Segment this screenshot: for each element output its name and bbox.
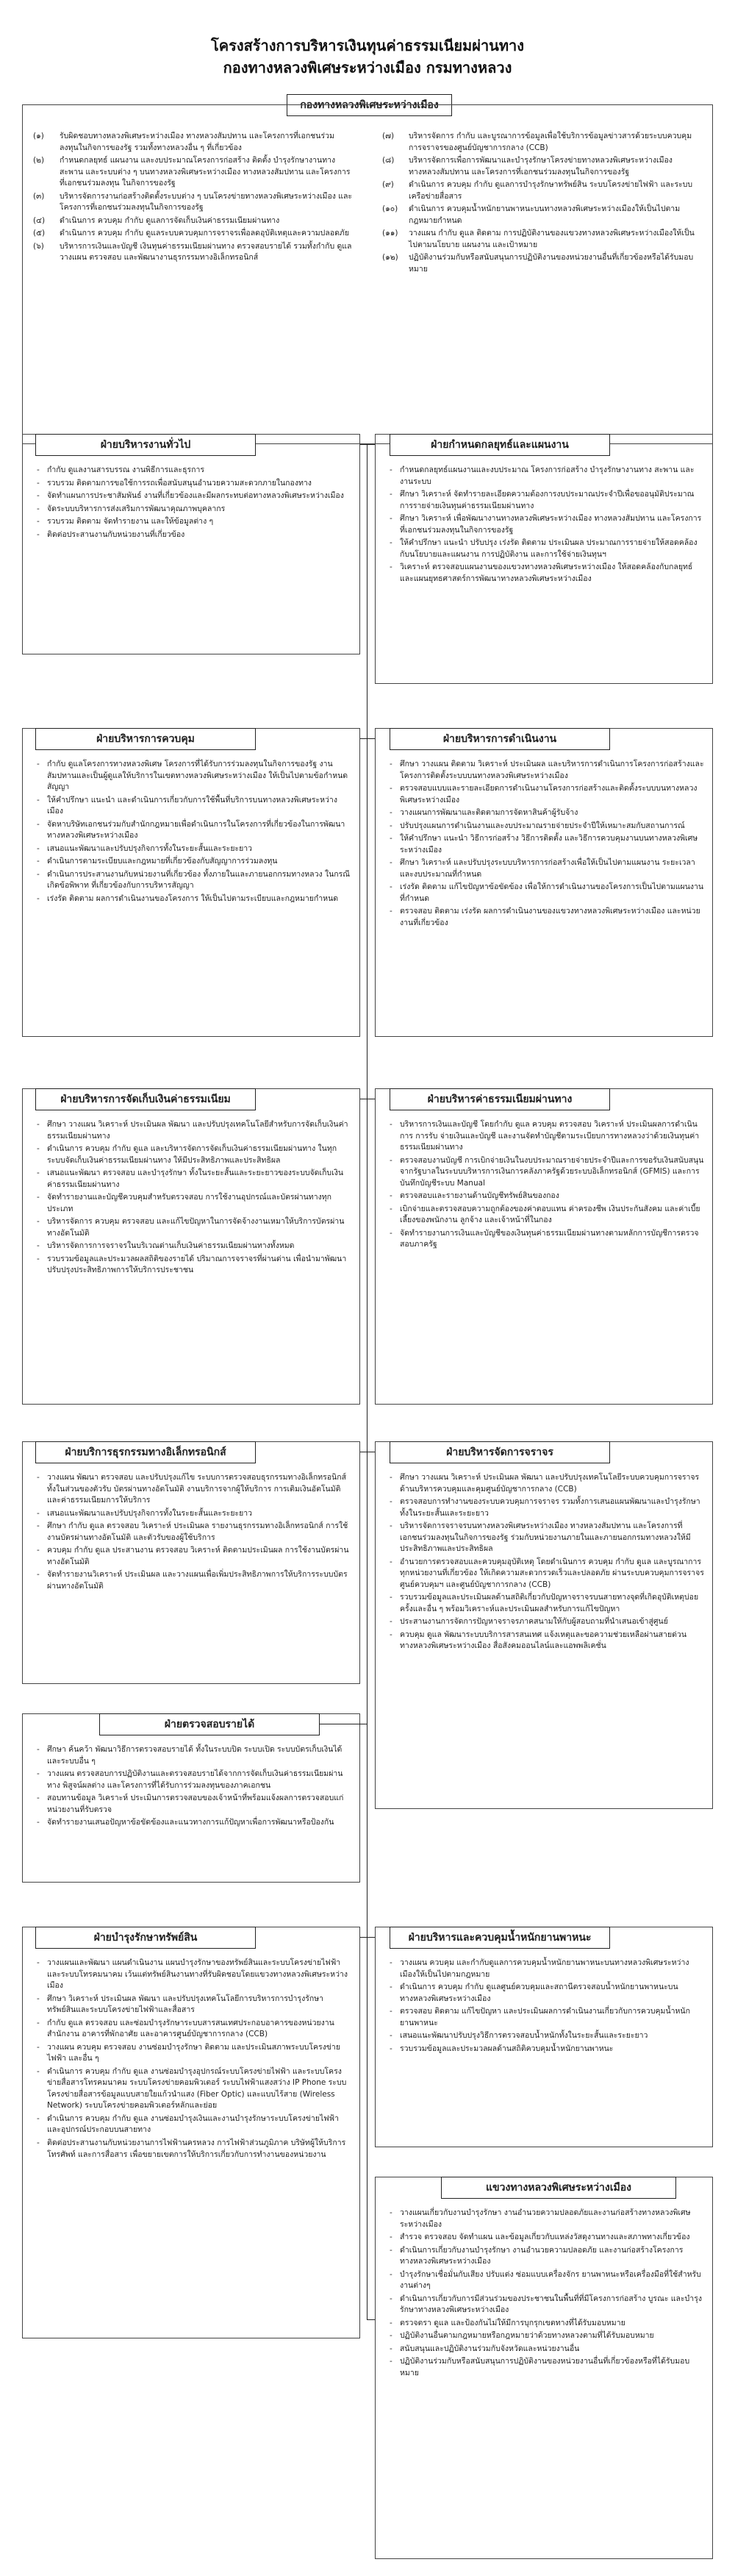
duty-item: - บริหารจัดการจราจรบนทางหลวงพิเศษระหว่างเมือง ทางหลวงสัมปทาน และโครงการที่เอกชนร่วมลงทุนในกิจการของรัฐ ร่วมกับหน่วยงานภายในและภายนอกกรมทางหลวงให้มีประสิทธิภาพและประสิทธิผล [388, 1521, 704, 1555]
chart-title-line2: กองทางหลวงพิเศษระหว่างเมือง กรมทางหลวง [223, 59, 512, 76]
duty-item: - วางแผน ควบคุม ตรวจสอบ งานซ่อมบำรุงรักษา ติดตาม และประเมินสภาพระบบโครงข่ายไฟฟ้า และอื่น ๆ [35, 2042, 351, 2065]
root-item-text: ดำเนินการ ควบคุม กำกับ ดูแลการบำรุงรักษาทรัพย์สิน ระบบโครงข่ายไฟฟ้า และระบบเครือข่ายสื่อสาร [409, 180, 693, 201]
root-right-list [382, 131, 702, 276]
duty-item: - รวบรวม ติดตาม จัดทำรายงาน และให้ข้อมูลต่าง ๆ [35, 516, 351, 528]
duty-item: - เร่งรัด ติดตาม ผลการดำเนินงานของโครงการ ให้เป็นไปตามระเบียบและกฎหมายกำหนด [35, 893, 351, 905]
root-item-text: บริหารจัดการงานก่อสร้างติดตั้งระบบต่าง ๆ บนโครงข่ายทางหลวงพิเศษระหว่างเมือง และโครงการที่เอกชนร่วมลงทุนในกิจการของรัฐ [60, 191, 353, 213]
root-item-text: วางแผน กำกับ ดูแล ติดตาม การปฏิบัติงานของแขวงทางหลวงพิเศษระหว่างเมืองให้เป็นไปตามนโยบาย แผนงาน และเป้าหมาย [409, 229, 695, 249]
duty-item: - ดำเนินการประสานงานกับหน่วยงานที่เกี่ยวข้อง ทั้งภายในและภายนอกกรมทางหลวง ในกรณีเกิดข้อพิพาท ที่เกี่ยวข้องกับการบริหารสัญญา [35, 869, 351, 892]
duty-item: - ให้คำปรึกษา แนะนำ ปรับปรุง เร่งรัด ติดตาม ประเมินผล ประมาณการรายจ่ายให้สอดคล้องกับนโยบายและแผนงาน การปฏิบัติงาน และการใช้จ่ายเงินทุนฯ [388, 538, 704, 560]
duty-item: - รวบรวมข้อมูลและประเมินผลด้านสถิติเกี่ยวกับปัญหาจราจรบนสายทางจุดที่เกิดอุบัติเหตุบ่อยครั้งและอื่น ๆ พร้อมวิเคราะห์และประเมินผลสำหรับการแก้ไขปัญหา [388, 1592, 704, 1615]
duty-item: - วิเคราะห์ ตรวจสอบแผนงานของแขวงทางหลวงพิเศษระหว่างเมือง ให้สอดคล้องกับกลยุทธ์และแผนยุทธศาสตร์การพัฒนาทางหลวงพิเศษระหว่างเมือง [388, 562, 704, 585]
root-item [33, 191, 353, 214]
duty-item: - ควบคุม ดูแล พัฒนาระบบบริการสารสนเทศ แจ้งเหตุและขอความช่วยเหลือผ่านสายด่วนทางหลวงพิเศษระหว่างเมือง สื่อสังคมออนไลน์และแอพพลิเคชั่น [388, 1630, 704, 1652]
duty-item: - กำกับ ดูแลงานสารบรรณ งานพิธีการและธุรการ [35, 465, 351, 477]
duty-item: - ศึกษา วางแผน ติดตาม วิเคราะห์ ประเมินผล และบริหารการดำเนินการโครงการก่อสร้างและโครงการติดตั้งระบบบนทางหลวงพิเศษระหว่างเมือง [388, 759, 704, 782]
root-left-list [33, 131, 353, 265]
root-item [33, 241, 353, 264]
duty-item: - รวบรวมข้อมูลและประมวลผลสถิติของรายได้ ปริมาณการจราจรที่ผ่านด่าน เพื่อนำมาพัฒนาปรับปรุงประสิทธิภาพการให้บริการประชาชน [35, 1254, 351, 1277]
list-etc [35, 1472, 351, 1594]
duty-item: - รวบรวมข้อมูลและประมวลผลด้านสถิติควบคุมน้ำหนักยานพาหนะ [388, 2044, 704, 2055]
duty-item: - ศึกษา กำกับ ดูแล ตรวจสอบ วิเคราะห์ ประเมินผล รายงานธุรกรรมทางอิเล็กทรอนิกส์ การใช้งานบัตรผ่านทางอัตโนมัติ และตัวรับของผู้ใช้บริการ [35, 1521, 351, 1544]
list-maintenance [35, 1958, 351, 2162]
duty-item: - วางแผน พัฒนา ตรวจสอบ และปรับปรุงแก้ไข ระบบการตรวจสอบธุรกรรมทางอิเล็กทรอนิกส์ ทั้งในส่วนของตัวรับ บัตรผ่านทางอัตโนมัติ งานบริการจากผู้ให้บริการ การเติมเงินอัตโนมัติ และค่าธรรมเนียมการให้บริการ [35, 1472, 351, 1507]
duty-item: - ดำเนินการ ควบคุม กำกับ ดูแลศูนย์ควบคุมและสถานีตรวจสอบน้ำหนักยานพาหนะบนทางหลวงพิเศษระหว่างเมือง [388, 1982, 704, 2005]
root-item-number: (๓) [33, 191, 45, 201]
duty-item: - เสนอแนะพัฒนาปรับปรุงวิธีการตรวจสอบน้ำหนักทั้งในระยะสั้นและระยะยาว [388, 2030, 704, 2042]
root-item [382, 204, 702, 226]
list-finance [388, 1119, 704, 1252]
list-district [388, 2208, 704, 2380]
duty-item: - สำรวจ ตรวจสอบ จัดทำแผน และข้อมูลเกี่ยวกับแหล่งวัสดุงานทางและสภาพทางเกี่ยวข้อง [388, 2232, 704, 2244]
list-operation [388, 759, 704, 930]
root-item-number: (๑๐) [382, 204, 398, 214]
root-item [33, 228, 353, 240]
duty-item: - ปฏิบัติงานร่วมกับหรือสนับสนุนการปฏิบัติงานของหน่วยงานอื่นที่เกี่ยวข้องหรือที่ได้รับมอบหมาย [388, 2356, 704, 2379]
root-item [33, 215, 353, 227]
root-item [33, 131, 353, 154]
list-traffic [388, 1472, 704, 1654]
box-traffic: ฝ่ายบริหารจัดการจราจร [390, 1441, 610, 1463]
root-item-number: (๔) [33, 215, 46, 225]
duty-item: - ศึกษา วิเคราะห์ ประเมินผล พัฒนา และปรับปรุงเทคโนโลยีการบริหารการบำรุงรักษาทรัพย์สินและระบบโครงข่ายไฟฟ้าและสื่อสาร [35, 1994, 351, 2016]
list-audit [35, 1744, 351, 1830]
root-item-number: (๑) [33, 132, 44, 140]
duty-item: - ดำเนินการ ควบคุม กำกับ ดูแล งานซ่อมบำรุงเงินและงานบำรุงรักษาระบบโครงข่ายไฟฟ้าและอุปกรณ์ประกอบบนสายทาง [35, 2113, 351, 2136]
duty-item: - ติดต่อประสานงานกับหน่วยงานการไฟฟ้านครหลวง การไฟฟ้าส่วนภูมิภาค บริษัทผู้ให้บริการโทรศัพท์ และการสื่อสาร เพื่อขยายเขตการให้บริการเกี่ยวกับการทำงานของหน่วยงาน [35, 2138, 351, 2161]
duty-item: - ตรวจตรา ดูแล และป้องกันไม่ให้มีการบุกรุกเขตทางที่ได้รับมอบหมาย [388, 2318, 704, 2330]
connector-district [367, 2319, 375, 2320]
duty-item: - ตรวจสอบ ติดตาม แก้ไขปัญหา และประเมินผลการดำเนินงานเกี่ยวกับการควบคุมน้ำหนักยานพาหนะ [388, 2006, 704, 2029]
duty-item: - กำกับ ดูแล ตรวจสอบ และซ่อมบำรุงรักษาระบบสารสนเทศประกอบอาคารของหน่วยงานสำนักงาน อาคารที่พักอาศัย และอาคารศูนย์บัญชาการกลาง (CCB) [35, 2018, 351, 2041]
root-item-text: รับผิดชอบทางหลวงพิเศษระหว่างเมือง ทางหลวงสัมปทาน และโครงการที่เอกชนร่วมลงทุนในกิจการของรัฐ รวมทั้งทางหลวงอื่น ๆ ที่เกี่ยวข้อง [60, 132, 334, 152]
duty-item: - ตรวจสอบแบบและรายละเอียดการดำเนินงานโครงการก่อสร้างและติดตั้งระบบบนทางหลวงพิเศษระหว่างเมือง [388, 783, 704, 806]
duty-item: - ศึกษา ค้นคว้า พัฒนาวิธีการตรวจสอบรายได้ ทั้งในระบบปิด ระบบเปิด ระบบบัตรเก็บเงินได้ และระบบอื่น ๆ [35, 1744, 351, 1767]
duty-item: - เบิกจ่ายและตรวจสอบความถูกต้องของค่าตอบแทน ค่าครองชีพ เงินประกันสังคม และค่าเบี้ยเลี้ยงของพนักงาน ลูกจ้าง และเจ้าหน้าที่ในกอง [388, 1204, 704, 1227]
duty-item: - วางแผนการพัฒนาและติดตามการจัดหาสินค้าผู้รับจ้าง [388, 807, 704, 819]
duty-item: - ดำเนินการตามระเบียบและกฎหมายที่เกี่ยวข้องกับสัญญาการร่วมลงทุน [35, 856, 351, 868]
list-control [35, 759, 351, 906]
duty-item: - เสนอแนะพัฒนา ตรวจสอบ และบำรุงรักษา ทั้งในระยะสั้นและระยะยาวของระบบจัดเก็บเงินค่าธรรมเนียมผ่านทาง [35, 1168, 351, 1191]
duty-item: - บำรุงรักษาเชื่อมั่นกับเสียง ปรับแต่ง ซ่อมแบบเครื่องจักร ยานพาหนะหรือเครื่องมือที่ใช้สำหรับงานต่างๆ [388, 2269, 704, 2292]
duty-item: - วางแผน ควบคุม และกำกับดูแลการควบคุมน้ำหนักยานพาหนะบนทางหลวงพิเศษระหว่างเมืองให้เป็นไปตามกฎหมาย [388, 1958, 704, 1980]
connector-control [360, 738, 375, 739]
duty-item: - ควบคุม กำกับ ดูแล ประสานงาน ตรวจสอบ วิเคราะห์ ติดตามประเมินผล การใช้งานบัตรผ่านทางอัตโนมัติ [35, 1545, 351, 1568]
duty-item: - บริหารจัดการ ควบคุม ตรวจสอบ และแก้ไขปัญหาในการจัดจ้างงานเหมาให้บริการบัตรผ่านทางอัตโนมัติ [35, 1216, 351, 1239]
duty-item: - ศึกษา วิเคราะห์ เพื่อพัฒนางานทางหลวงพิเศษระหว่างเมือง ทางหลวงสัมปทาน และโครงการที่เอกชนร่วมลงทุนในกิจการของรัฐ [388, 513, 704, 536]
duty-item: - จัดทำรายงานวิเคราะห์ ประเมินผล และวางแผนเพื่อเพิ่มประสิทธิภาพการให้บริการระบบบัตรผ่านทางอัตโนมัติ [35, 1569, 351, 1592]
list-weigh [388, 1958, 704, 2056]
duty-item: - จัดทำรายงานและบัญชีควบคุมสำหรับตรวจสอบ การใช้งานอุปกรณ์และบัตรผ่านทางทุกประเภท [35, 1192, 351, 1215]
root-item-text: บริหารจัดการเพื่อการพัฒนาและบำรุงรักษาโครงข่ายทางหลวงพิเศษระหว่างเมือง ทางหลวงสัมปทาน และโครงการที่เอกชนร่วมลงทุนในกิจการของรัฐ [409, 156, 673, 176]
duty-item: - ศึกษา วิเคราะห์ และปรับปรุงระบบบริหารการก่อสร้างเพื่อให้เป็นไปตามแผนงาน ระยะเวลา และงบประมาณที่กำหนด [388, 857, 704, 880]
root-item-number: (๗) [382, 132, 395, 140]
root-item [382, 179, 702, 202]
root-item [382, 155, 702, 178]
duty-item: - ตรวจสอบ ติดตาม เร่งรัด ผลการดำเนินงานของแขวงทางหลวงพิเศษระหว่างเมือง และหน่วยงานที่เกี่ยวข้อง [388, 906, 704, 929]
box-district: แขวงทางหลวงพิเศษระหว่างเมือง [441, 2177, 676, 2199]
duty-item: - บริหารการเงินและบัญชี โดยกำกับ ดูแล ควบคุม ตรวจสอบ วิเคราะห์ ประเมินผลการดำเนินการ การรับ จ่ายเงินและบัญชี และงานจัดทำบัญชีตามระเบียบการทางหลวงว่าด้วยเงินทุนค่าธรรมเนียมผ่านทาง [388, 1119, 704, 1154]
duty-item: - กำหนดกลยุทธ์แผนงานและงบประมาณ โครงการก่อสร้าง บำรุงรักษางานทาง สะพาน และงานระบบ [388, 465, 704, 488]
root-item-number: (๘) [382, 156, 395, 165]
connector-general [360, 444, 375, 445]
box-etc: ฝ่ายบริการธุรกรรมทางอิเล็กทรอนิกส์ [35, 1441, 256, 1463]
list-general [35, 465, 351, 542]
box-finance: ฝ่ายบริหารค่าธรรมเนียมผ่านทาง [390, 1088, 610, 1110]
root-item-number: (๖) [33, 241, 44, 251]
box-toll: ฝ่ายบริหารการจัดเก็บเงินค่าธรรมเนียม [35, 1088, 256, 1110]
root-box: กองทางหลวงพิเศษระหว่างเมือง [287, 94, 452, 116]
root-item-number: (๑๒) [382, 253, 398, 263]
root-item-text: ปฏิบัติงานร่วมกับหรือสนับสนุนการปฏิบัติงานของหน่วยงานอื่นที่เกี่ยวข้องหรือได้รับมอบหมาย [409, 253, 694, 274]
duty-item: - ดำเนินการเกี่ยวกับงานบำรุงรักษา งานอำนวยความปลอดภัย และงานก่อสร้างโครงการทางหลวงพิเศษระหว่างเมือง [388, 2245, 704, 2268]
duty-item: - ปฏิบัติงานอื่นตามกฎหมายหรือกฎหมายว่าด้วยทางหลวงตามที่ได้รับมอบหมาย [388, 2330, 704, 2342]
box-general: ฝ่ายบริหารงานทั่วไป [35, 434, 256, 456]
box-control: ฝ่ายบริหารการควบคุม [35, 728, 256, 750]
duty-item: - ศึกษา วางแผน วิเคราะห์ ประเมินผล พัฒนา และปรับปรุงเทคโนโลยีสำหรับการจัดเก็บเงินค่าธรรมเนียมผ่านทาง [35, 1119, 351, 1142]
duty-item: - ตรวจสอบและรายงานด้านบัญชีทรัพย์สินของกอง [388, 1191, 704, 1202]
root-item-text: ดำเนินการ ควบคุมน้ำหนักยานพาหนะบนทางหลวงพิเศษระหว่างเมืองให้เป็นไปตามกฎหมายกำหนด [409, 204, 681, 225]
root-item-text: บริหารการเงินและบัญชี เงินทุนค่าธรรมเนียมผ่านทาง ตรวจสอบรายได้ รวมทั้งกำกับ ดูแล วางแผน ตรวจสอบ และพัฒนางานธุรกรรมทางอิเล็กทรอนิกส์ [60, 241, 352, 263]
list-strategy [388, 465, 704, 586]
duty-item: - จัดทำรายงานการเงินและบัญชีของเงินทุนค่าธรรมเนียมผ่านทางตามหลักการบัญชีการตรวจสอบภาครัฐ [388, 1228, 704, 1251]
duty-item: - ให้คำปรึกษา แนะนำ และดำเนินการเกี่ยวกับการใช้พื้นที่บริการบนทางหลวงพิเศษระหว่างเมือง [35, 795, 351, 818]
duty-item: - ดำเนินการเกี่ยวกับการมีส่วนร่วมของประชาชนในพื้นที่ที่มีโครงการก่อสร้าง บูรณะ และบำรุงรักษาทางหลวงพิเศษระหว่างเมือง [388, 2294, 704, 2316]
duty-item: - ศึกษา วิเคราะห์ จัดทำรายละเอียดความต้องการงบประมาณประจำปีเพื่อขออนุมัติประมาณการรายจ่ายเงินทุนค่าธรรมเนียมผ่านทาง [388, 489, 704, 512]
duty-item: - ให้คำปรึกษา แนะนำ วิธีการก่อสร้าง วิธีการติดตั้ง และวิธีการควบคุมงานบนทางหลวงพิเศษระหว่างเมือง [388, 833, 704, 856]
box-operation: ฝ่ายบริหารการดำเนินงาน [390, 728, 610, 750]
root-item-text: บริหารจัดการ กำกับ และบูรณาการข้อมูลเพื่อใช้บริการข้อมูลข่าวสารด้วยระบบควบคุมการจราจรของศูนย์บัญชาการกลาง (CCB) [409, 132, 692, 152]
duty-item: - รวบรวม ติดตามการขอใช้การรถเพื่อสนับสนุนอำนวยความสะดวกภายในกองทาง [35, 478, 351, 490]
box-weigh: ฝ่ายบริหารและควบคุมน้ำหนักยานพาหนะ [390, 1927, 610, 1949]
duty-item: - จัดระบบบริหารการส่งเสริมการพัฒนาคุณภาพบุคลากร [35, 504, 351, 515]
root-item-text: ดำเนินการ ควบคุม กำกับ ดูแลการจัดเก็บเงินค่าธรรมเนียมผ่านทาง [60, 215, 280, 225]
root-item-number: (๑๑) [382, 229, 398, 238]
duty-item: - จัดทำแผนการประชาสัมพันธ์ งานที่เกี่ยวข้องและมีผลกระทบต่อทางหลวงพิเศษระหว่างเมือง [35, 490, 351, 502]
duty-item: - วางแผน ตรวจสอบการปฏิบัติงานและตรวจสอบรายได้จากการจัดเก็บเงินค่าธรรมเนียมผ่านทาง พิสูจน์ผลต่าง และโครงการที่ได้รับการร่วมลงทุนของภาคเอกชน [35, 1769, 351, 1791]
chart-title-line1: โครงสร้างการบริหารเงินทุนค่าธรรมเนียมผ่านทาง [210, 37, 525, 54]
box-maintenance: ฝ่ายบำรุงรักษาทรัพย์สิน [35, 1927, 256, 1949]
duty-item: - วางแผนเกี่ยวกับงานบำรุงรักษา งานอำนวยความปลอดภัยและงานก่อสร้างทางหลวงพิเศษระหว่างเมือง [388, 2208, 704, 2230]
root-item-number: (๒) [33, 156, 45, 165]
root-item [382, 252, 702, 275]
root-item-text: กำหนดกลยุทธ์ แผนงาน และงบประมาณโครงการก่อสร้าง ติดตั้ง บำรุงรักษางานทาง สะพาน และระบบต่าง ๆ บนทางหลวงพิเศษระหว่างเมือง ทางหลวงสัมปทาน และโครงการที่เอกชนร่วมลงทุน ในกิจการของรัฐ [60, 156, 351, 188]
box-audit: ฝ่ายตรวจสอบรายได้ [99, 1713, 320, 1735]
duty-item: - บริหารจัดการการจราจรในบริเวณด่านเก็บเงินค่าธรรมเนียมผ่านทางทั้งหมด [35, 1241, 351, 1252]
duty-item: - เสนอแนะพัฒนาและปรับปรุงกิจการทั้งในระยะสั้นและระยะยาว [35, 843, 351, 855]
central-connector [367, 444, 368, 2319]
root-item-text: ดำเนินการ ควบคุม กำกับ ดูแลระบบควบคุมการจราจรเพื่อลดอุบัติเหตุและความปลอดภัย [60, 229, 349, 238]
duty-item: - วางแผนและพัฒนา แผนดำเนินงาน แผนบำรุงรักษาของทรัพย์สินและระบบโครงข่ายไฟฟ้าและระบบโทรคมนาคม เว้นแต่ทรัพย์สินงานทางที่รับผิดชอบโดยแขวงทางหลวงพิเศษระหว่างเมือง [35, 1958, 351, 1992]
box-strategy: ฝ่ายกำหนดกลยุทธ์และแผนงาน [390, 434, 610, 456]
root-item [382, 131, 702, 154]
duty-item: - เสนอแนะพัฒนาและปรับปรุงกิจการทั้งในระยะสั้นและระยะยาว [35, 1508, 351, 1520]
duty-item: - ประสานงานการจัดการปัญหาจราจรภาคสนามให้กับผู้สอบถามที่นำเสนอเข้าสู่ศูนย์ [388, 1616, 704, 1628]
duty-item: - จัดทำรายงานเสนอปัญหาข้อขัดข้องและแนวทางการแก้ปัญหาเพื่อการพัฒนาหรือป้องกัน [35, 1817, 351, 1829]
duty-item: - จัดหาบริษัทเอกชนร่วมกับสำนักกฎหมายเพื่อดำเนินการในโครงการที่เกี่ยวข้องในการพัฒนาทางหลวงพิเศษระหว่างเมือง [35, 819, 351, 842]
root-item-number: (๕) [33, 229, 46, 238]
duty-item: - ปรับปรุงแผนการดำเนินงานและงบประมาณรายจ่ายประจำปีให้เหมาะสมกับสถานการณ์ [388, 821, 704, 832]
root-item-number: (๙) [382, 180, 394, 190]
duty-item: - ศึกษา วางแผน วิเคราะห์ ประเมินผล พัฒนา และปรับปรุงเทคโนโลยีระบบควบคุมการจราจรด้านบริหารควบคุมและคุมศูนย์บัญชาการกลาง (CCB) [388, 1472, 704, 1495]
root-item [33, 155, 353, 190]
duty-item: - กำกับ ดูแลโครงการทางหลวงพิเศษ โครงการที่ได้รับการร่วมลงทุนในกิจการของรัฐ งานสัมปทานและเป็นผู้ดูแลให้บริการในเขตทางหลวงพิเศษระหว่างเมือง ให้เป็นไปตามข้อกำหนดสัญญา [35, 759, 351, 793]
duty-item: - อำนวยการตรวจสอบและควบคุมอุบัติเหตุ โดยดำเนินการ ควบคุม กำกับ ดูแล และบูรณาการทุกหน่วยงานที่เกี่ยวข้อง ให้เกิดความสะดวกรวดเร็วและปลอดภัย ผ่านระบบควบคุมการจราจรศูนย์ควบคุมฯ และศูนย์บัญชาการกลาง (CCB) [388, 1557, 704, 1591]
duty-item: - ตรวจสอบงานบัญชี การเบิกจ่ายเงินในงบประมาณรายจ่ายประจำปีและการขอรับเงินสนับสนุนจากรัฐบาลในระบบบริหารการเงินการคลังภาครัฐด้วยระบบอิเล็กทรอนิกส์ (GFMIS) และการบันทึกบัญชีระบบ Manual [388, 1155, 704, 1190]
duty-item: - เร่งรัด ติดตาม แก้ไขปัญหาข้อขัดข้อง เพื่อให้การดำเนินงานของโครงการเป็นไปตามแผนงานที่กำหนด [388, 882, 704, 905]
duty-item: - ติดต่อประสานงานกับหน่วยงานที่เกี่ยวข้อง [35, 529, 351, 541]
list-toll [35, 1119, 351, 1278]
duty-item: - ดำเนินการ ควบคุม กำกับ ดูแล และบริหารจัดการจัดเก็บเงินค่าธรรมเนียมผ่านทาง ในทุกระบบจัดเก็บเงินค่าธรรมเนียมผ่านทาง ให้มีประสิทธิภาพและประสิทธิผล [35, 1143, 351, 1166]
root-item [382, 228, 702, 251]
duty-item: - สนับสนุนและปฏิบัติงานร่วมกับจังหวัดและหน่วยงานอื่น [388, 2344, 704, 2355]
duty-item: - สอบทานข้อมูล วิเคราะห์ ประเมินการตรวจสอบของเจ้าหน้าที่พร้อมแจ้งผลการตรวจสอบแก่หน่วยงานที่รับตรวจ [35, 1793, 351, 1816]
duty-item: - ดำเนินการ ควบคุม กำกับ ดูแล งานซ่อมบำรุงอุปกรณ์ระบบโครงข่ายไฟฟ้า และระบบโครงข่ายสื่อสารโทรคมนาคม ระบบโครงข่ายคอมพิวเตอร์ ระบบไฟฟ้าแสงสว่าง IP Phone ระบบโครงข่ายสื่อสารข้อมูลแบบสายใยแก้วนำแสง (Fiber Optic) และแบบไร้สาย (Wireless Network) ระบบโครงข่ายคอมพิวเตอร์หลักและย่อย [35, 2066, 351, 2112]
duty-item: - ตรวจสอบการทำงานของระบบควบคุมการจราจร รวมทั้งการเสนอแผนพัฒนาและบำรุงรักษาทั้งในระยะสั้นและระยะยาว [388, 1496, 704, 1519]
connector-maintenance [360, 1937, 375, 1938]
